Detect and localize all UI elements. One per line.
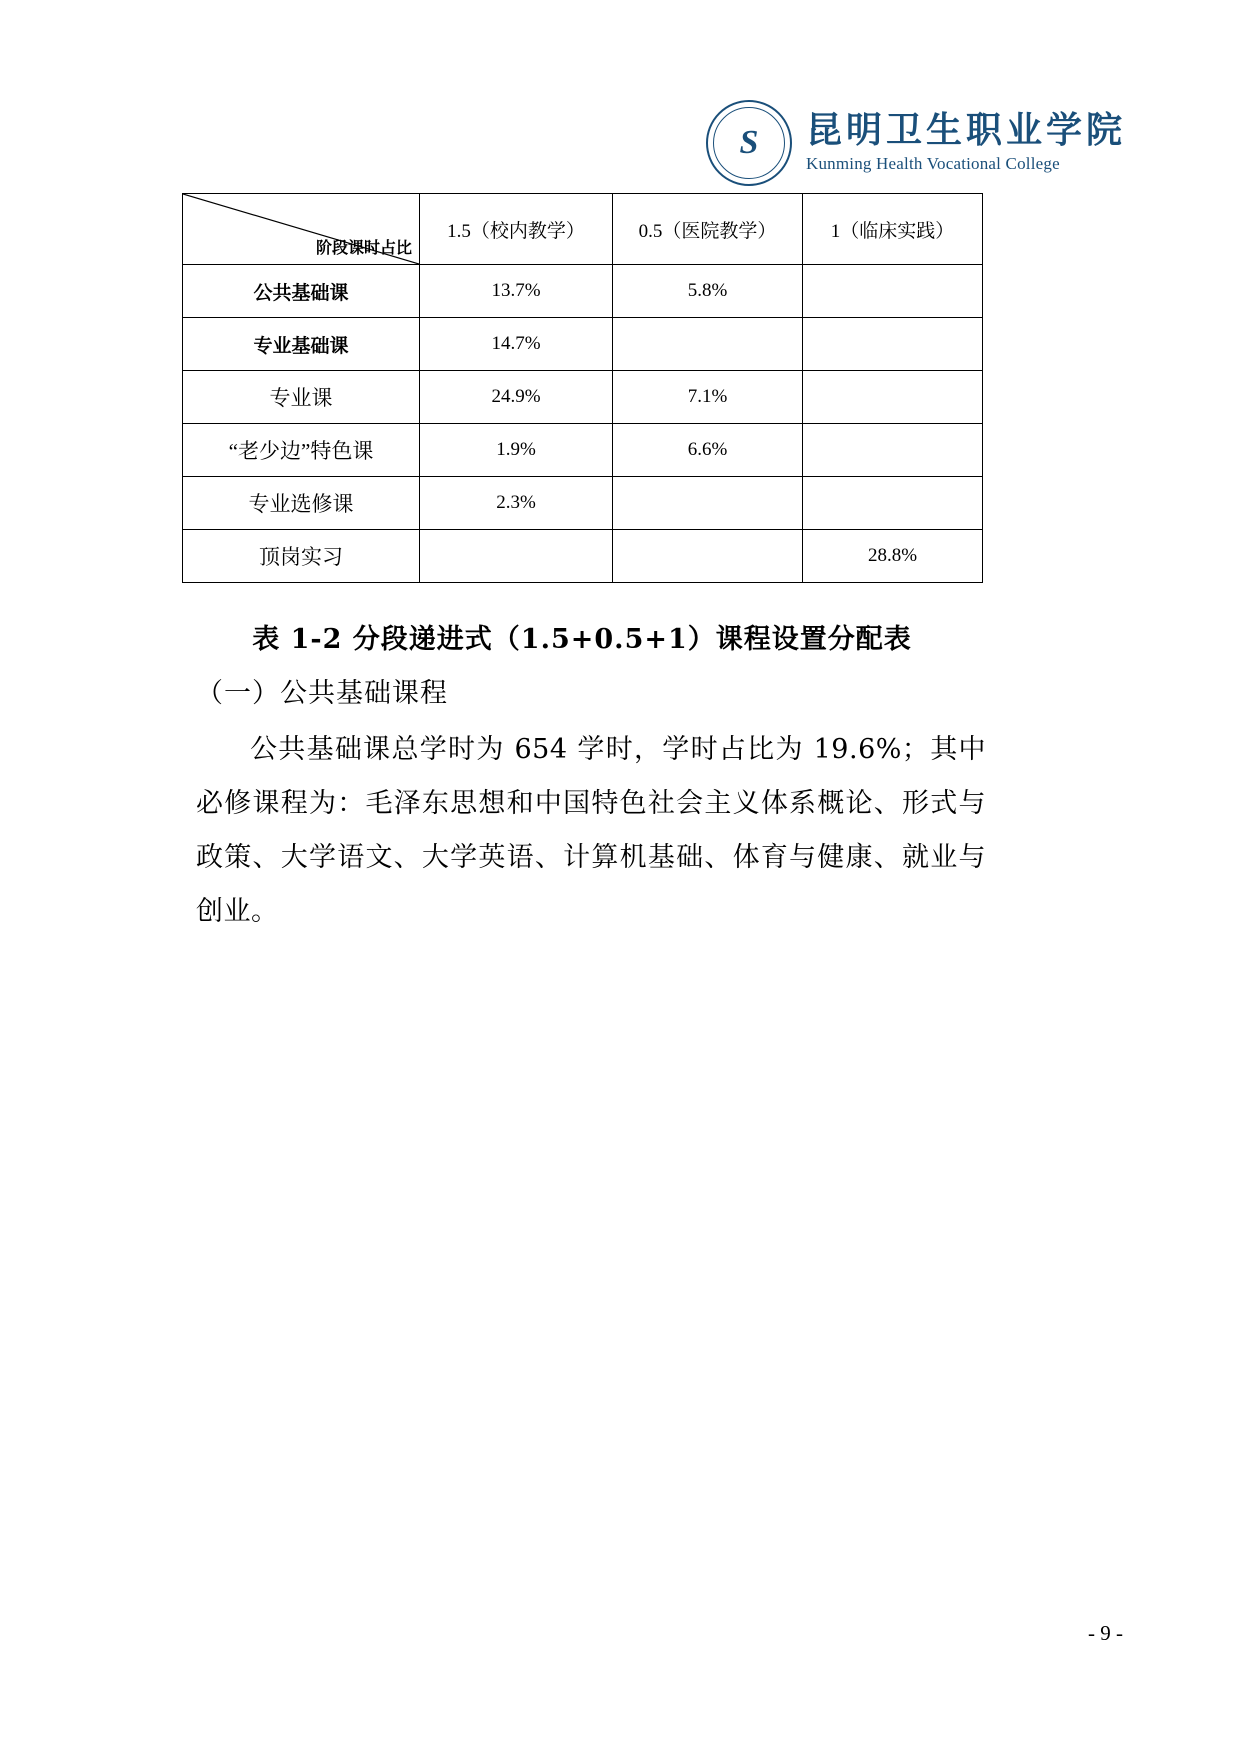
cell-5-0 — [420, 530, 613, 583]
table-row — [183, 318, 983, 371]
cell-4-2 — [803, 477, 983, 530]
cell-3-0: 1.9% — [420, 424, 613, 477]
table-row — [183, 371, 983, 424]
table-corner-cell — [183, 194, 420, 265]
logo-text-block — [806, 112, 1126, 174]
section-subheading: （一）公共基础课程 — [196, 678, 448, 709]
table-corner-label: 阶段课时占比 — [315, 238, 412, 257]
course-distribution-table — [182, 193, 983, 583]
cell-0-0: 13.7% — [420, 265, 613, 318]
cell-3-1: 6.6% — [613, 424, 803, 477]
table-row — [183, 424, 983, 477]
table-col-header-2: 1（临床实践） — [803, 194, 983, 265]
cell-4-0: 2.3% — [420, 477, 613, 530]
cell-5-1 — [613, 530, 803, 583]
college-seal-icon — [706, 100, 792, 186]
table-col-header-1: 0.5（医院教学） — [613, 194, 803, 265]
table-col-header-0: 1.5（校内教学） — [420, 194, 613, 265]
cell-5-2: 28.8% — [803, 530, 983, 583]
college-name-cn: 昆明卫生职业学院 — [805, 110, 1126, 151]
seal-swoosh-glyph: S — [739, 124, 759, 161]
cell-2-2 — [803, 371, 983, 424]
row-label-3: “老少边”特色课 — [183, 424, 420, 477]
table-caption: 表 1-2 分段递进式（1.5+0.5+1）课程设置分配表 — [252, 624, 912, 655]
cell-1-2 — [803, 318, 983, 371]
cell-0-1: 5.8% — [613, 265, 803, 318]
table-row — [183, 530, 983, 583]
table-row — [183, 265, 983, 318]
cell-0-2 — [803, 265, 983, 318]
cell-2-0: 24.9% — [420, 371, 613, 424]
cell-2-1: 7.1% — [613, 371, 803, 424]
row-label-0: 公共基础课 — [183, 265, 420, 318]
row-label-4: 专业选修课 — [183, 477, 420, 530]
row-label-5: 顶岗实习 — [183, 530, 420, 583]
page-number: - 9 - — [1088, 1621, 1123, 1645]
row-label-1: 专业基础课 — [183, 318, 420, 371]
cell-1-0: 14.7% — [420, 318, 613, 371]
row-label-2: 专业课 — [183, 371, 420, 424]
table-header-row — [183, 194, 983, 265]
cell-3-2 — [803, 424, 983, 477]
body-paragraph: 公共基础课总学时为 654 学时，学时占比为 19.6%；其中必修课程为：毛泽东思想和中国特色社会主义体系概论、形式与政策、大学语文、大学英语、计算机基础、体育与健康、就业与创业。 — [196, 734, 986, 927]
cell-4-1 — [613, 477, 803, 530]
course-distribution-table-wrapper — [182, 193, 982, 583]
college-logo — [706, 100, 1126, 186]
table-row — [183, 477, 983, 530]
cell-1-1 — [613, 318, 803, 371]
college-name-en: Kunming Health Vocational College — [805, 153, 1060, 173]
